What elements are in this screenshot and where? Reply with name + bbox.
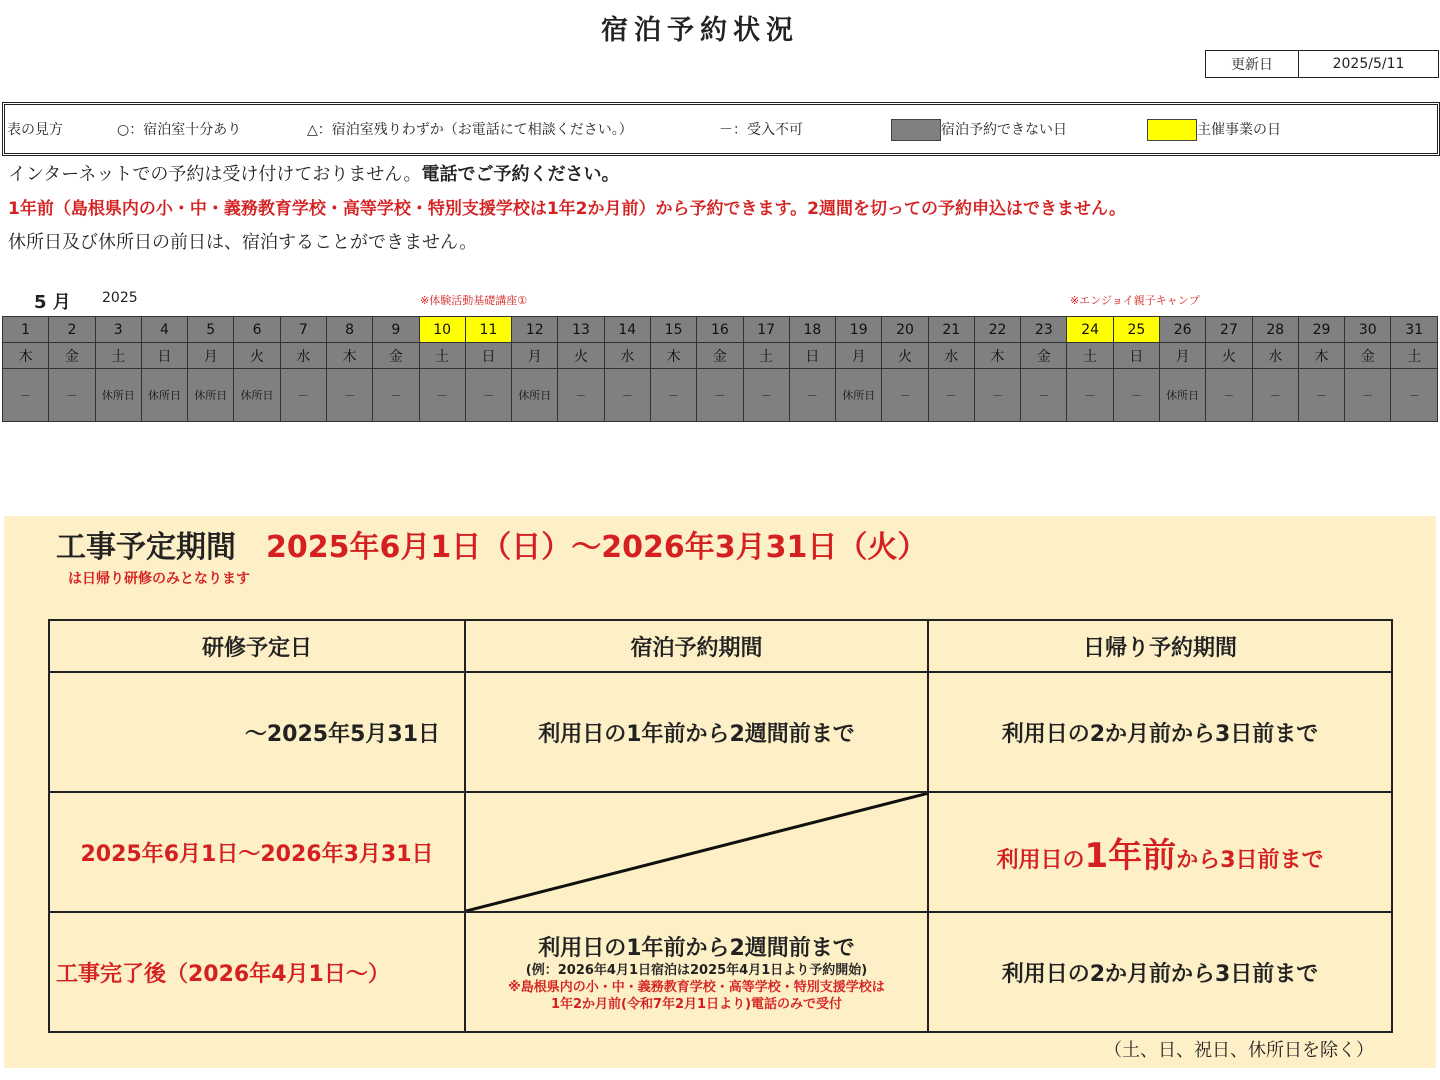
calendar-status-cell: 休所日 [512, 369, 558, 422]
diagonal-line [466, 793, 929, 911]
calendar-status-cell: － [3, 369, 49, 422]
row2-day-a: 利用日の [996, 847, 1085, 873]
calendar-status-cell: 休所日 [95, 369, 141, 422]
calendar-status-cell: － [419, 369, 465, 422]
note-line-1 [8, 158, 1126, 192]
calendar-status-cell: 休所日 [141, 369, 187, 422]
event-note-2: ※エンジョイ親子キャンプ [1070, 294, 1200, 307]
calendar-weekday-cell: 月 [188, 343, 234, 369]
note-phone: 電話でご予約ください。 [421, 164, 620, 185]
calendar-status-cell: － [1345, 369, 1391, 422]
calendar-weekday-cell: 日 [1113, 343, 1159, 369]
header-day-period: 日帰り予約期間 [928, 620, 1392, 672]
calendar-day-cell: 8 [326, 317, 372, 343]
calendar-day-cell: 30 [1345, 317, 1391, 343]
construction-label: 工事予定期間 [56, 530, 236, 565]
calendar-day-cell: 20 [882, 317, 928, 343]
calendar-weekday-cell: 月 [1160, 343, 1206, 369]
footnote: （土、日、祝日、休所日を除く） [1104, 1040, 1374, 1061]
calendar-weekday-cell: 金 [697, 343, 743, 369]
calendar-status-cell: － [558, 369, 604, 422]
row1-day: 利用日の2か月前から3日前まで [928, 672, 1392, 792]
calendar-status-cell: － [789, 369, 835, 422]
row3-stay-main: 利用日の1年前から2週間前まで [538, 936, 855, 961]
calendar-year: 2025 [102, 290, 138, 306]
row3-stay-example: (例：2026年4月1日宿泊は2025年4月1日より予約開始) [525, 963, 868, 978]
construction-period: 2025年6月1日（日）～2026年3月31日（火） [266, 530, 928, 565]
calendar-status-cell: 休所日 [1160, 369, 1206, 422]
calendar-day-cell: 12 [512, 317, 558, 343]
legend-few: △：宿泊室残りわずか（お電話にて相談ください。） [307, 122, 633, 138]
calendar-day-cell: 7 [280, 317, 326, 343]
calendar-weekday-cell: 金 [1021, 343, 1067, 369]
calendar-weekday-row [3, 343, 1438, 369]
header-stay-period: 宿泊予約期間 [465, 620, 928, 672]
page-title: 宿泊予約状況 [601, 15, 799, 46]
calendar-day-cell: 22 [974, 317, 1020, 343]
calendar-weekday-cell: 金 [1345, 343, 1391, 369]
row3-stay [465, 912, 928, 1032]
legend-gray: 宿泊予約できない日 [941, 122, 1067, 138]
calendar-day-cell: 31 [1391, 317, 1438, 343]
calendar-day-cell: 3 [95, 317, 141, 343]
row1-date: ～2025年5月31日 [49, 672, 465, 792]
row2-day-b: 1年前 [1084, 835, 1177, 876]
calendar-weekday-cell: 木 [1298, 343, 1344, 369]
legend-yellow-swatch [1147, 119, 1197, 141]
calendar-weekday-cell: 火 [1206, 343, 1252, 369]
calendar-status-cell: － [280, 369, 326, 422]
calendar-weekday-cell: 日 [465, 343, 511, 369]
calendar-weekday-cell: 火 [558, 343, 604, 369]
row3-date: 工事完了後（2026年4月1日～） [49, 912, 465, 1032]
calendar-day-cell: 2 [49, 317, 95, 343]
legend-ok: ○：宿泊室十分あり [117, 122, 242, 138]
construction-subnote: は日帰り研修のみとなります [68, 571, 250, 587]
calendar-status-cell: － [1298, 369, 1344, 422]
calendar-day-cell: 9 [373, 317, 419, 343]
calendar-weekday-cell: 水 [604, 343, 650, 369]
calendar-weekday-cell: 水 [280, 343, 326, 369]
calendar-status-cell: － [928, 369, 974, 422]
event-note-1: ※体験活動基礎講座① [420, 294, 528, 307]
calendar-day-cell: 10 [419, 317, 465, 343]
update-label: 更新日 [1206, 51, 1299, 77]
calendar-weekday-cell: 土 [1391, 343, 1438, 369]
calendar-weekday-cell: 火 [882, 343, 928, 369]
calendar-table [2, 316, 1438, 422]
calendar-weekday-cell: 木 [974, 343, 1020, 369]
calendar-status-cell: － [326, 369, 372, 422]
row1-stay: 利用日の1年前から2週間前まで [465, 672, 928, 792]
calendar-day-cell: 6 [234, 317, 280, 343]
calendar-day-cell: 17 [743, 317, 789, 343]
calendar-weekday-cell: 土 [743, 343, 789, 369]
calendar-month: 5 月 [34, 292, 71, 313]
row2-day-c: から3日前まで [1176, 847, 1324, 873]
row2-stay-na [465, 792, 928, 912]
calendar-weekday-cell: 日 [789, 343, 835, 369]
calendar-status-cell: － [974, 369, 1020, 422]
note-line-3: 休所日及び休所日の前日は、宿泊することができません。 [8, 232, 478, 253]
legend-label: 表の見方 [7, 122, 63, 138]
calendar-status-cell: － [604, 369, 650, 422]
legend-yellow: 主催事業の日 [1197, 122, 1281, 138]
calendar-weekday-cell: 木 [326, 343, 372, 369]
calendar-day-cell: 14 [604, 317, 650, 343]
calendar-status-cell: － [49, 369, 95, 422]
calendar-day-cell: 5 [188, 317, 234, 343]
header-training-date: 研修予定日 [49, 620, 465, 672]
calendar-status-cell: 休所日 [234, 369, 280, 422]
notes [8, 158, 1126, 260]
calendar-status-cell: － [743, 369, 789, 422]
calendar-day-cell: 11 [465, 317, 511, 343]
calendar-weekday-cell: 水 [1252, 343, 1298, 369]
legend-gray-swatch [891, 119, 941, 141]
update-date-box [1205, 50, 1439, 78]
calendar-day-cell: 24 [1067, 317, 1113, 343]
calendar-weekday-cell: 金 [49, 343, 95, 369]
calendar-status-cell: 休所日 [836, 369, 882, 422]
calendar-weekday-cell: 水 [928, 343, 974, 369]
calendar-day-cell: 4 [141, 317, 187, 343]
calendar-day-cell: 16 [697, 317, 743, 343]
row3-stay-note2: 1年2か月前(令和7年2月1日より)電話のみで受付 [550, 997, 843, 1012]
row2-date: 2025年6月1日～2026年3月31日 [49, 792, 465, 912]
calendar-day-cell: 18 [789, 317, 835, 343]
calendar-weekday-cell: 火 [234, 343, 280, 369]
note-line-2: 1年前（島根県内の小・中・義務教育学校・高等学校・特別支援学校は1年2か月前）から予約できます。2週間を切っての予約申込はできません。 [8, 199, 1126, 219]
table-row [49, 672, 1392, 792]
reservation-period-table [48, 619, 1393, 1033]
calendar-day-cell: 26 [1160, 317, 1206, 343]
calendar-days-row [3, 317, 1438, 343]
calendar-day-cell: 13 [558, 317, 604, 343]
calendar-day-cell: 27 [1206, 317, 1252, 343]
table-row [49, 792, 1392, 912]
construction-panel [4, 516, 1436, 1068]
calendar-status-cell: － [373, 369, 419, 422]
calendar-status-cell: － [1113, 369, 1159, 422]
calendar-status-cell: － [1391, 369, 1438, 422]
calendar-status-cell: － [1206, 369, 1252, 422]
calendar-status-cell: － [465, 369, 511, 422]
calendar-day-cell: 15 [650, 317, 696, 343]
calendar-day-cell: 23 [1021, 317, 1067, 343]
calendar-status-cell: － [650, 369, 696, 422]
row3-day: 利用日の2か月前から3日前まで [928, 912, 1392, 1032]
calendar-weekday-cell: 土 [419, 343, 465, 369]
legend-no: －：受入不可 [719, 122, 803, 138]
calendar-weekday-cell: 金 [373, 343, 419, 369]
calendar-day-cell: 21 [928, 317, 974, 343]
calendar-weekday-cell: 木 [650, 343, 696, 369]
calendar-status-cell: － [697, 369, 743, 422]
calendar-weekday-cell: 日 [141, 343, 187, 369]
calendar-status-cell: － [1067, 369, 1113, 422]
table-header [49, 620, 1392, 672]
calendar-status-cell: 休所日 [188, 369, 234, 422]
calendar-day-cell: 28 [1252, 317, 1298, 343]
calendar-status-cell: － [882, 369, 928, 422]
calendar-weekday-cell: 土 [1067, 343, 1113, 369]
note-internet: インターネットでの予約は受け付けておりません。 [8, 164, 422, 185]
calendar-day-cell: 19 [836, 317, 882, 343]
calendar-status-cell: － [1252, 369, 1298, 422]
calendar-weekday-cell: 土 [95, 343, 141, 369]
calendar-weekday-cell: 月 [512, 343, 558, 369]
calendar-status-row [3, 369, 1438, 422]
row3-stay-note1: ※島根県内の小・中・義務教育学校・高等学校・特別支援学校は [508, 980, 885, 995]
calendar-status-cell: － [1021, 369, 1067, 422]
calendar-day-cell: 25 [1113, 317, 1159, 343]
update-value: 2025/5/11 [1332, 56, 1405, 72]
calendar-day-cell: 29 [1298, 317, 1344, 343]
calendar-day-cell: 1 [3, 317, 49, 343]
table-row [49, 912, 1392, 1032]
calendar-weekday-cell: 木 [3, 343, 49, 369]
construction-title [56, 522, 927, 566]
calendar-weekday-cell: 月 [836, 343, 882, 369]
row2-day [928, 792, 1392, 912]
legend [2, 102, 1440, 156]
